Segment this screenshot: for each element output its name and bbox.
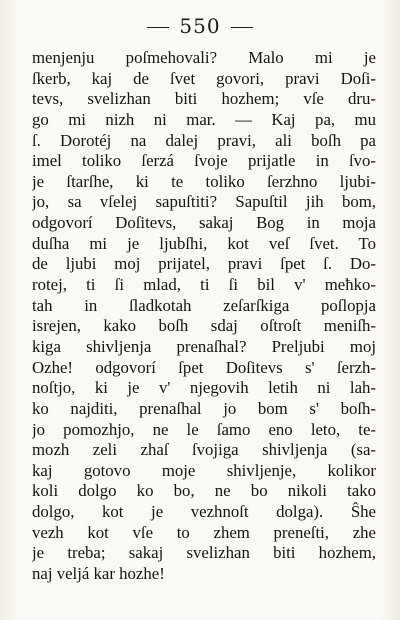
- header-dash-right: [231, 27, 253, 28]
- text-line: menjenju poſmehovali? Malo mi je: [32, 48, 376, 67]
- text-line: je treba; sakaj svelizhan biti hozhem,: [32, 543, 376, 563]
- text-line: imel toliko ſerzá ſvoje prijatle in ſvo-: [32, 151, 376, 171]
- text-line: de ljubi moj prijatel, pravi ſpet ſ. Do-: [32, 254, 376, 274]
- text-line: ſ. Dorotéj na dalej pravi, ali boſh pa: [32, 130, 376, 150]
- text-line: odgovorí Doſitevs, sakaj Bog in moja: [32, 213, 376, 233]
- page-number: 550: [179, 14, 221, 38]
- text-line: kiga shivljenja prenaſhal? Preljubi moj: [32, 336, 376, 356]
- header-dash-left: [147, 27, 169, 28]
- text-line: ſkerb, kaj de ſvet govori, pravi Doſi-: [32, 68, 376, 88]
- text-line: jo pomozhjo, ne le ſamo eno leto, te-: [32, 419, 376, 439]
- text-line: dolgo, kot je vezhnoſt dolga). Ŝhe: [32, 502, 376, 522]
- text-line: Ozhe! odgovorí ſpet Doſitevs s' ſerzh-: [32, 357, 376, 377]
- text-line: mozh zeli zhaſ ſvojiga shivljenja (sa-: [32, 440, 376, 460]
- text-line: vezh kot vſe to zhem preneſti, zhe: [32, 522, 376, 542]
- text-line: koli dolgo ko bo, ne bo nikoli tako: [32, 481, 376, 501]
- text-line: kaj gotovo moje shivljenje, kolikor: [32, 460, 376, 480]
- text-line-last: naj veljá kar hozhe!: [32, 564, 165, 584]
- text-line: noſtjo, ki je v' njegovih letih ni lah-: [32, 378, 376, 398]
- text-line: go mi nizh ni mar. — Kaj pa, mu: [32, 109, 376, 129]
- text-line: je ſtarſhe, ki te toliko ſerzhno ljubi-: [32, 171, 376, 191]
- text-line: ko najditi, prenaſhal jo bom s' boſh-: [32, 398, 376, 418]
- page-header: [0, 14, 400, 44]
- text-line: tevs, svelizhan biti hozhem; vſe dru-: [32, 89, 376, 109]
- text-line: duſha mi je ljubſhi, kot veſ ſvet. To: [32, 233, 376, 253]
- body-text: [32, 48, 376, 585]
- text-line: tah in ſladkotah zeſarſkiga poſlopja: [32, 295, 376, 315]
- text-line: rotej, ti ſi mlad, ti ſi bil v' meħko-: [32, 275, 376, 295]
- text-line: jo, sa vſelej sapuſtiti? Sapuſtil jih bom,: [32, 192, 376, 212]
- text-line: isrejen, kako boſh sdaj oſtroſt meniſh-: [32, 316, 376, 336]
